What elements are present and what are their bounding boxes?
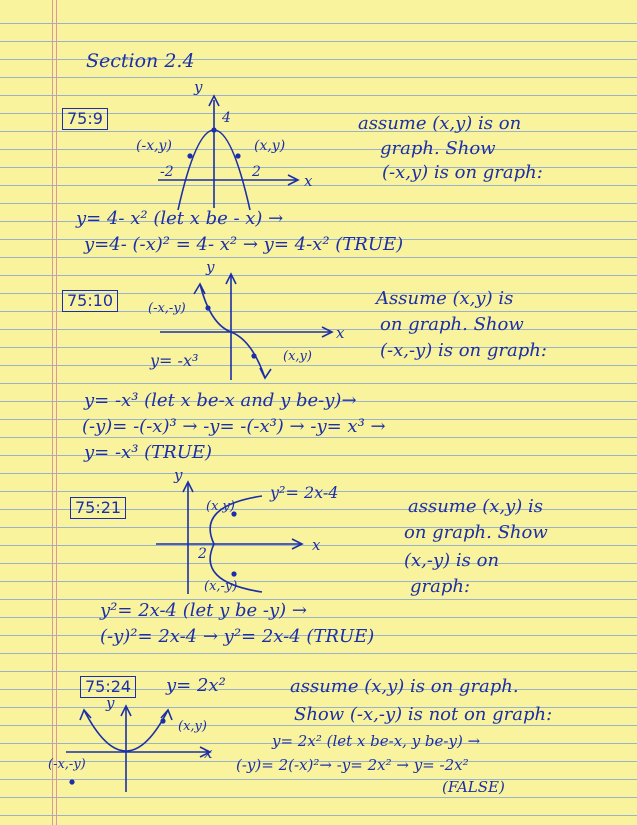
assume-text: assume (x,y) is xyxy=(408,496,544,517)
problem-label: 75:24 xyxy=(80,676,136,698)
point-label: (-x,y) xyxy=(136,138,172,154)
tick-label: 2 xyxy=(252,164,261,180)
graph-75-10 xyxy=(140,258,350,384)
equation-label: y= 2x² xyxy=(166,675,226,696)
x-axis-label: x xyxy=(304,172,313,190)
assume-text: (-x,y) is on graph: xyxy=(382,162,543,183)
work-line: y= -x³ (TRUE) xyxy=(84,442,213,463)
assume-text: graph: xyxy=(410,576,471,597)
point-label: (-x,-y) xyxy=(148,301,186,316)
assume-text: on graph. Show xyxy=(380,314,524,335)
y-axis-label: y xyxy=(174,466,183,484)
work-line: y=4- (-x)² = 4- x² → y= 4-x² (TRUE) xyxy=(84,234,404,255)
work-line: y= 2x² (let x be-x, y be-y) → xyxy=(272,732,481,750)
point-label: (x,y) xyxy=(254,138,286,154)
point-label: (-x,-y) xyxy=(48,757,86,772)
assume-text: graph. Show xyxy=(380,138,496,159)
assume-text: assume (x,y) is on graph. xyxy=(290,676,519,697)
graph-75-9 xyxy=(130,80,330,215)
assume-text: assume (x,y) is on xyxy=(358,113,522,134)
work-line: y²= 2x-4 (let y be -y) → xyxy=(100,600,307,621)
vertex-label: 2 xyxy=(198,546,207,562)
y-intercept-label: 4 xyxy=(222,110,231,126)
assume-text: on graph. Show xyxy=(404,522,548,543)
equation-label: y= -x³ xyxy=(150,351,199,370)
work-line: (-y)= 2(-x)²→ -y= 2x² → y= -2x² xyxy=(236,756,469,774)
y-axis-label: y xyxy=(106,694,115,712)
point-label: (x,y) xyxy=(178,719,207,734)
assume-text: (x,-y) is on xyxy=(404,550,500,571)
assume-text: (-x,-y) is on graph: xyxy=(380,340,547,361)
point-label: (x,y) xyxy=(206,499,235,514)
problem-label: 75:9 xyxy=(62,108,108,130)
work-line: (FALSE) xyxy=(442,778,505,796)
point-label: (x,-y) xyxy=(204,579,238,594)
problem-label: 75:10 xyxy=(62,290,118,312)
equation-label: y²= 2x-4 xyxy=(270,483,339,502)
assume-text: Show (-x,-y) is not on graph: xyxy=(294,704,553,725)
work-line: (-y)²= 2x-4 → y²= 2x-4 (TRUE) xyxy=(100,626,375,647)
problem-label: 75:21 xyxy=(70,497,126,519)
tick-label: -2 xyxy=(160,164,174,180)
y-axis-label: y xyxy=(194,78,203,96)
work-line: y= 4- x² (let x be - x) → xyxy=(76,208,284,229)
x-axis-label: x xyxy=(312,536,321,554)
point-label: (x,y) xyxy=(283,349,312,364)
x-axis-label: x xyxy=(336,324,345,342)
assume-text: Assume (x,y) is xyxy=(376,288,514,309)
section-title: Section 2.4 xyxy=(86,50,195,72)
graph-75-24 xyxy=(46,696,276,796)
work-line: y= -x³ (let x be-x and y be-y)→ xyxy=(84,390,357,411)
work-line: (-y)= -(-x)³ → -y= -(-x³) → -y= x³ → xyxy=(82,416,386,437)
y-axis-label: y xyxy=(206,258,215,276)
x-axis-label: x xyxy=(204,744,213,762)
graph-75-21 xyxy=(152,466,382,597)
